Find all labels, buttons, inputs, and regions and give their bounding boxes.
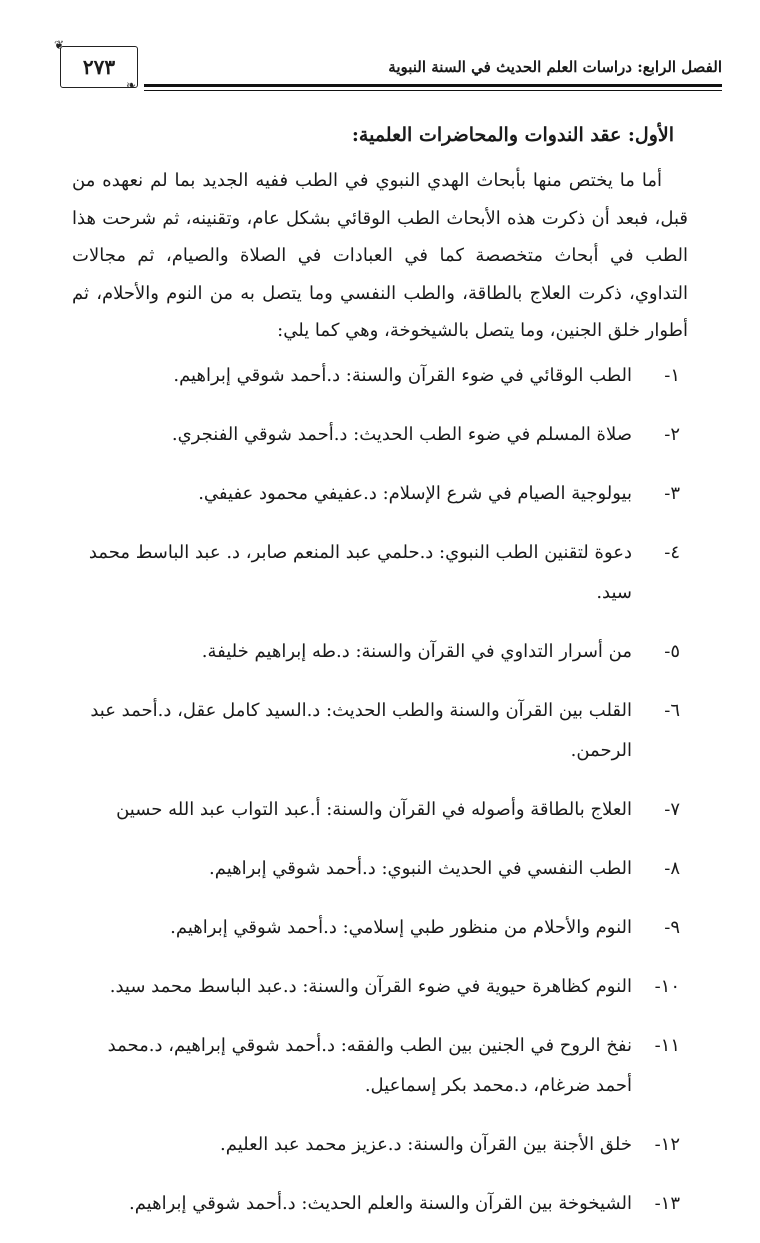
list-item [72,474,688,514]
item-number: ٣- [664,482,680,504]
item-number: ١- [664,364,680,386]
page-header [54,36,722,98]
item-number: ٤- [664,541,680,563]
flourish-icon: ❦ [54,38,65,52]
page-body [72,118,688,1243]
item-number: ٩- [664,916,680,938]
item-text: نفخ الروح في الجنين بين الطب والفقه: د.أحمد شوقي إبراهيم، د.محمد أحمد ضرغام، د.محمد بكر إسماعيل. [107,1034,632,1096]
list-item [72,356,688,396]
intro-paragraph: أما ما يختص منها بأبحاث الهدي النبوي في الطب ففيه الجديد بما لم نعهده من قبل، فبعد أن ذكرت هذه الأبحاث الطب الوقائي بشكل عام، وتقنينه، ثم شرحت هذا الطب في أبحاث متخصصة كما في العبادات في الصلاة والصيام، ثم مجالات التداوي، ذكرت العلاج بالطاقة، والطب النفسي وما يتصل به من النوم والأحلام، ثم أطوار خلق الجنين، وما يتصل بالشيخوخة، وهي كما يلي: [72,170,688,341]
list-item [72,908,688,948]
lectures-list [72,356,688,1224]
item-number: ١٣- [654,1192,680,1214]
item-number: ٥- [664,640,680,662]
item-number: ٧- [664,798,680,820]
flourish-icon: ❧ [126,78,137,92]
item-text: العلاج بالطاقة وأصوله في القرآن والسنة: أ.عبد التواب عبد الله حسين [116,798,632,820]
item-number: ١٠- [654,975,680,997]
item-number: ١١- [654,1034,680,1056]
header-rule [144,84,722,87]
list-item [72,849,688,889]
section-heading: الأول: عقد الندوات والمحاضرات العلمية: [351,124,674,146]
item-text: خلق الأجنة بين القرآن والسنة: د.عزيز محمد عبد العليم. [220,1133,632,1155]
item-text: الشيخوخة بين القرآن والسنة والعلم الحديث: د.أحمد شوقي إبراهيم. [128,1192,632,1214]
list-item [72,691,688,771]
page-number: ٢٧٣ [82,55,116,79]
item-number: ٨- [664,857,680,879]
list-item [72,790,688,830]
chapter-title: الفصل الرابع: دراسات العلم الحديث في السنة النبوية [388,58,722,76]
item-number: ١٢- [654,1133,680,1155]
item-text: بيولوجية الصيام في شرع الإسلام: د.عفيفي محمود عفيفي. [198,482,632,504]
item-text: الطب النفسي في الحديث النبوي: د.أحمد شوقي إبراهيم. [209,857,632,879]
item-text: النوم كظاهرة حيوية في ضوء القرآن والسنة: د.عبد الباسط محمد سيد. [109,975,632,997]
item-number: ٢- [664,423,680,445]
list-item [72,415,688,455]
item-text: القلب بين القرآن والسنة والطب الحديث: د.السيد كامل عقل، د.أحمد عبد الرحمن. [90,699,632,761]
item-text: صلاة المسلم في ضوء الطب الحديث: د.أحمد شوقي الفنجري. [171,423,632,445]
list-item [72,1184,688,1224]
list-item [72,1026,688,1106]
list-item [72,967,688,1007]
list-item [72,533,688,613]
list-item [72,632,688,672]
list-item [72,1125,688,1165]
item-number: ٦- [664,699,680,721]
header-rule-thin [144,90,722,91]
item-text: النوم والأحلام من منظور طبي إسلامي: د.أحمد شوقي إبراهيم. [170,916,632,938]
item-text: دعوة لتقنين الطب النبوي: د.حلمي عبد المنعم صابر، د. عبد الباسط محمد سيد. [88,541,632,603]
item-text: من أسرار التداوي في القرآن والسنة: د.طه إبراهيم خليفة. [201,640,632,662]
item-text: الطب الوقائي في ضوء القرآن والسنة: د.أحمد شوقي إبراهيم. [173,364,632,386]
